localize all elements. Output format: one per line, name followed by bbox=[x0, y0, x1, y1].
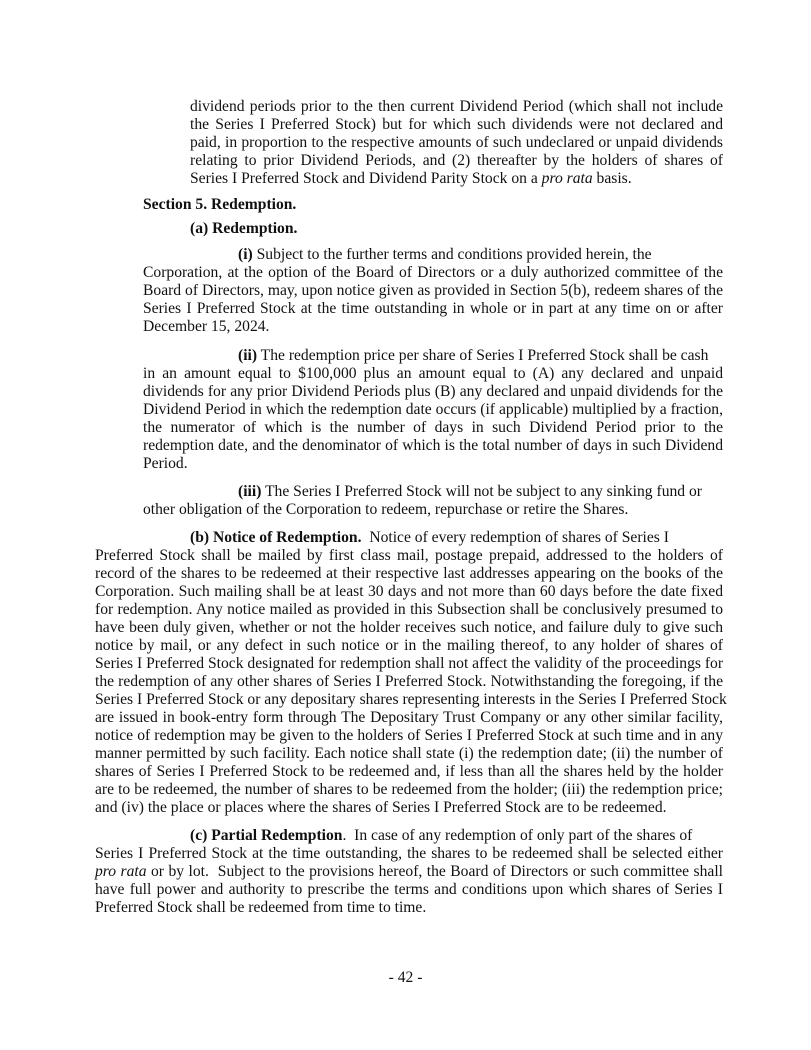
text-line: the Series I Preferred Stock) but for which such dividends were not declared and bbox=[190, 116, 723, 133]
text-line bbox=[238, 246, 652, 264]
text-line: relating to prior Dividend Periods, and (2) thereafter by the holders of shares of bbox=[190, 152, 723, 169]
text-line: have full power and authority to prescribe the terms and conditions upon which shares of Series I bbox=[95, 881, 723, 898]
page-number: - 42 - bbox=[388, 969, 423, 986]
text-line bbox=[190, 529, 669, 547]
text-line: record of the shares to be redeemed at their respective last addresses appearing on the books of the bbox=[95, 565, 723, 582]
text-line: paid, in proportion to the respective amounts of such undeclared or unpaid dividends bbox=[190, 134, 723, 151]
text-line bbox=[238, 347, 708, 365]
text-line: for redemption. Any notice mailed as provided in this Subsection shall be conclusively presumed to bbox=[95, 601, 723, 618]
text-line: Corporation, at the option of the Board of Directors or a duly authorized committee of the bbox=[143, 264, 723, 281]
text-line: have been duly given, whether or not the holder receives such notice, and failure duly to give such bbox=[95, 619, 723, 636]
text-line: notice of redemption may be given to the holders of Series I Preferred Stock at such time and in any bbox=[95, 727, 723, 744]
text-line: the redemption of any other shares of Series I Preferred Stock. Notwithstanding the foregoing, if the bbox=[95, 673, 723, 690]
subsection-a-heading: (a) Redemption. bbox=[190, 220, 298, 237]
text: or by lot. Subject to the provisions hereof, the Board of Directors or such committee shall bbox=[146, 863, 723, 880]
text-line: Preferred Stock shall be redeemed from time to time. bbox=[95, 899, 427, 916]
text-line: and (iv) the place or places where the shares of Series I Preferred Stock are to be redeemed. bbox=[95, 799, 667, 816]
text: Subject to the further terms and conditions provided herein, the bbox=[252, 246, 652, 263]
text-line: dividend periods prior to the then current Dividend Period (which shall not include bbox=[190, 98, 723, 115]
text-line: notice by mail, or any defect in such notice or in the mailing thereof, to any holder of shares of bbox=[95, 637, 723, 654]
text-line: Board of Directors, may, upon notice given as provided in Section 5(b), redeem shares of the bbox=[143, 282, 723, 299]
text-line: Period. bbox=[143, 455, 188, 472]
text-line: Corporation. Such mailing shall be at least 30 days and not more than 60 days before the date fixed bbox=[95, 583, 723, 600]
text-line: other obligation of the Corporation to redeem, repurchase or retire the Shares. bbox=[143, 501, 629, 518]
text: The redemption price per share of Series I Preferred Stock shall be cash bbox=[257, 347, 709, 364]
text: The Series I Preferred Stock will not be subject to any sinking fund or bbox=[261, 483, 702, 500]
italic-term: pro rata bbox=[95, 863, 147, 880]
text-line: Series I Preferred Stock at the time outstanding in whole or in part at any time on or after bbox=[143, 300, 723, 317]
text-line: Series I Preferred Stock or any depositary shares representing interests in the Series I Preferred Stock bbox=[95, 691, 727, 708]
text-line bbox=[95, 863, 723, 881]
text-line: in an amount equal to $100,000 plus an amount equal to (A) any declared and unpaid bbox=[143, 365, 723, 382]
text-line: redemption date, and the denominator of which is the total number of days in such Dividend bbox=[143, 437, 723, 454]
text-line: Dividend Period in which the redemption date occurs (if applicable) multiplied by a fraction, bbox=[143, 401, 723, 418]
subsection-c-heading: (c) Partial Redemption bbox=[190, 827, 343, 844]
text-line: Series I Preferred Stock designated for redemption shall not affect the validity of the proceedings for bbox=[95, 655, 724, 672]
italic-term: pro rata bbox=[541, 170, 593, 187]
item-label: (iii) bbox=[238, 483, 262, 500]
text: basis. bbox=[592, 170, 632, 187]
text-line bbox=[190, 170, 723, 188]
subsection-b-heading: (b) Notice of Redemption. bbox=[190, 529, 362, 546]
item-label: (ii) bbox=[238, 347, 258, 364]
text: Series I Preferred Stock and Dividend Parity Stock on a bbox=[190, 170, 542, 187]
text-line: shares of Series I Preferred Stock to be redeemed and, if less than all the shares held by the holder bbox=[95, 763, 723, 780]
item-label: (i) bbox=[238, 246, 253, 263]
text: . In case of any redemption of only part of the shares of bbox=[342, 827, 693, 844]
text-line: Preferred Stock shall be mailed by first class mail, postage prepaid, addressed to the holders of bbox=[95, 547, 723, 564]
text: Notice of every redemption of shares of Series I bbox=[361, 529, 669, 546]
text-line bbox=[238, 483, 702, 501]
text-line: Series I Preferred Stock at the time outstanding, the shares to be redeemed shall be selected either bbox=[95, 845, 723, 862]
text-line: manner permitted by such facility. Each notice shall state (i) the redemption date; (ii) the number of bbox=[95, 745, 723, 762]
text-line: are issued in book-entry form through The Depositary Trust Company or any other similar facility, bbox=[95, 709, 723, 726]
text-line: dividends for any prior Dividend Periods plus (B) any declared and unpaid dividends for the bbox=[143, 383, 723, 400]
section-heading: Section 5. Redemption. bbox=[143, 196, 297, 213]
text-line: are to be redeemed, the number of shares to be redeemed from the holder; (iii) the redemption price; bbox=[95, 781, 723, 798]
text-line: the numerator of which is the number of days in such Dividend Period prior to the bbox=[143, 419, 723, 436]
text-line: December 15, 2024. bbox=[143, 318, 270, 335]
text-line bbox=[190, 827, 692, 845]
